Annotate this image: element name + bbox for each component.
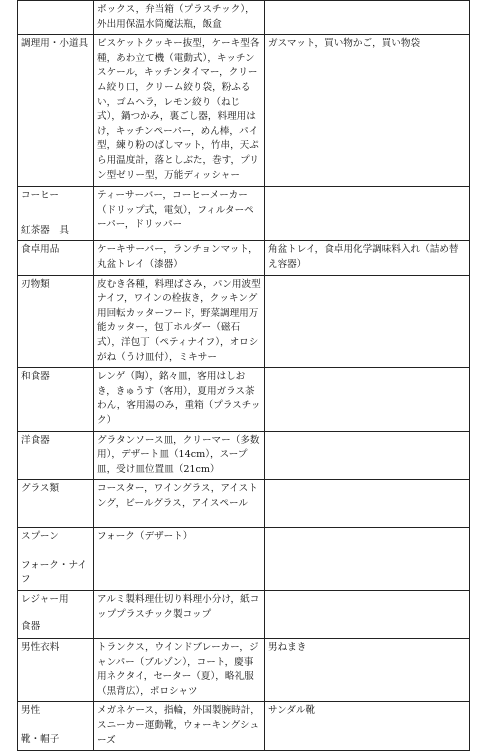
category-label: スプーン xyxy=(21,531,59,543)
other-items-cell xyxy=(265,591,470,639)
category-label: グラス類 xyxy=(21,483,60,495)
category-cell xyxy=(18,591,94,639)
items-cell: アルミ製料理仕切り料理小分け，紙コッププラスチック製コップ xyxy=(94,591,265,639)
items-cell: コースター，ワイングラス，アイストング，ビールグラス，アイスペール xyxy=(94,480,265,528)
items-cell: 皮むき各種，料理ばさみ，パン用波型ナイフ，ワインの栓抜き，クッキング用回転カッターフード，野菜調理用万能カッター，包丁ホルダー（磁石式），洋包丁（ペティナイフ），オロシがね（うけ皿付），ミキサー xyxy=(94,275,265,368)
category-label: 紅茶器 具 xyxy=(21,224,69,236)
category-cell xyxy=(18,702,94,751)
table-row xyxy=(18,241,470,275)
table-row xyxy=(18,1,470,35)
items-cell: フォーク（デザート） xyxy=(94,528,265,591)
other-items-cell xyxy=(265,528,470,591)
category-cell xyxy=(18,187,94,241)
items-cell: トランクス，ウインドブレーカー，ジャンパー（ブルゾン），コート，慶事用ネクタイ，セーター（夏），略礼服（黒背広），ポロシャツ xyxy=(94,639,265,702)
category-cell xyxy=(18,639,94,702)
items-cell: メガネケース，指輪，外国製腕時計，スニーカー運動靴，ウォーキングシューズ xyxy=(94,702,265,751)
category-label: 洋食器 xyxy=(21,434,50,446)
item-table xyxy=(17,0,470,751)
table-row xyxy=(18,275,470,368)
other-items-cell xyxy=(265,480,470,528)
table-row xyxy=(18,187,470,241)
table-row xyxy=(18,591,470,639)
category-label: 靴・帽子 xyxy=(21,734,60,746)
items-cell: レンゲ（陶），銘々皿，客用はしおき，きゅうす（客用），夏用ガラス茶わん，客用湯のみ，重箱（プラスチック） xyxy=(94,368,265,431)
category-label: 調理用・小道具 xyxy=(21,38,89,50)
category-label: 刃物類 xyxy=(21,278,50,290)
category-label: レジャー用 xyxy=(21,594,69,606)
category-label: 食卓用品 xyxy=(21,244,60,256)
other-items-cell xyxy=(265,275,470,368)
other-items-cell: サンダル靴 xyxy=(265,702,470,751)
category-label: 男性衣料 xyxy=(21,642,60,654)
other-items-cell xyxy=(265,368,470,431)
other-items-cell: 角盆トレイ，食卓用化学調味料入れ（詰め替え容器） xyxy=(265,241,470,275)
other-items-cell xyxy=(265,187,470,241)
category-cell xyxy=(18,431,94,480)
other-items-cell: ガスマット，買い物かご，買い物袋 xyxy=(265,35,470,187)
items-cell: グラタンソース皿，クリーマー（多数用），デザート皿（14cm），スープ皿，受け皿位置皿（21cm） xyxy=(94,431,265,480)
category-label: コーヒー xyxy=(21,190,59,202)
items-cell: ビスケットクッキー抜型，ケーキ型各種，あわ立て機（電動式），キッチンスケール，キッチンタイマー，クリーム絞り口，クリーム絞り袋，粉ふるい，ゴムヘラ，レモン絞り（ねじ式），鍋つかみ，裏ごし器，料理用はけ，キッチンペーパー，めん棒，パイ型，練り粉のばしマット，竹串，天ぷら用温度計，落としぶた，巻す，プリン型ゼリー型，万能ディッシャー xyxy=(94,35,265,187)
table-row xyxy=(18,35,470,187)
table-body xyxy=(18,1,470,751)
category-label: フォーク・ナイフ xyxy=(21,559,88,586)
items-cell: ケーキサーバー，ランチョンマット，丸盆トレイ（漆器） xyxy=(94,241,265,275)
items-cell: ボックス，弁当箱（プラスチック），外出用保温水筒魔法瓶，飯盒 xyxy=(94,1,265,35)
category-cell xyxy=(18,480,94,528)
category-label: 和食器 xyxy=(21,371,50,383)
table-row xyxy=(18,368,470,431)
category-label: 男性 xyxy=(21,705,41,717)
other-items-cell xyxy=(265,1,470,35)
category-label: 食器 xyxy=(21,620,41,632)
table-row xyxy=(18,431,470,480)
category-cell xyxy=(18,368,94,431)
table-row xyxy=(18,480,470,528)
other-items-cell xyxy=(265,431,470,480)
category-cell xyxy=(18,275,94,368)
table-row xyxy=(18,639,470,702)
items-cell: ティーサーバー，コーヒーメーカー（ドリップ式，電気），フィルターペーパー，ドリッパー xyxy=(94,187,265,241)
other-items-cell: 男ねまき xyxy=(265,639,470,702)
category-cell xyxy=(18,528,94,591)
category-cell xyxy=(18,1,94,35)
table-row xyxy=(18,528,470,591)
table-row xyxy=(18,702,470,751)
category-cell xyxy=(18,35,94,187)
category-cell xyxy=(18,241,94,275)
